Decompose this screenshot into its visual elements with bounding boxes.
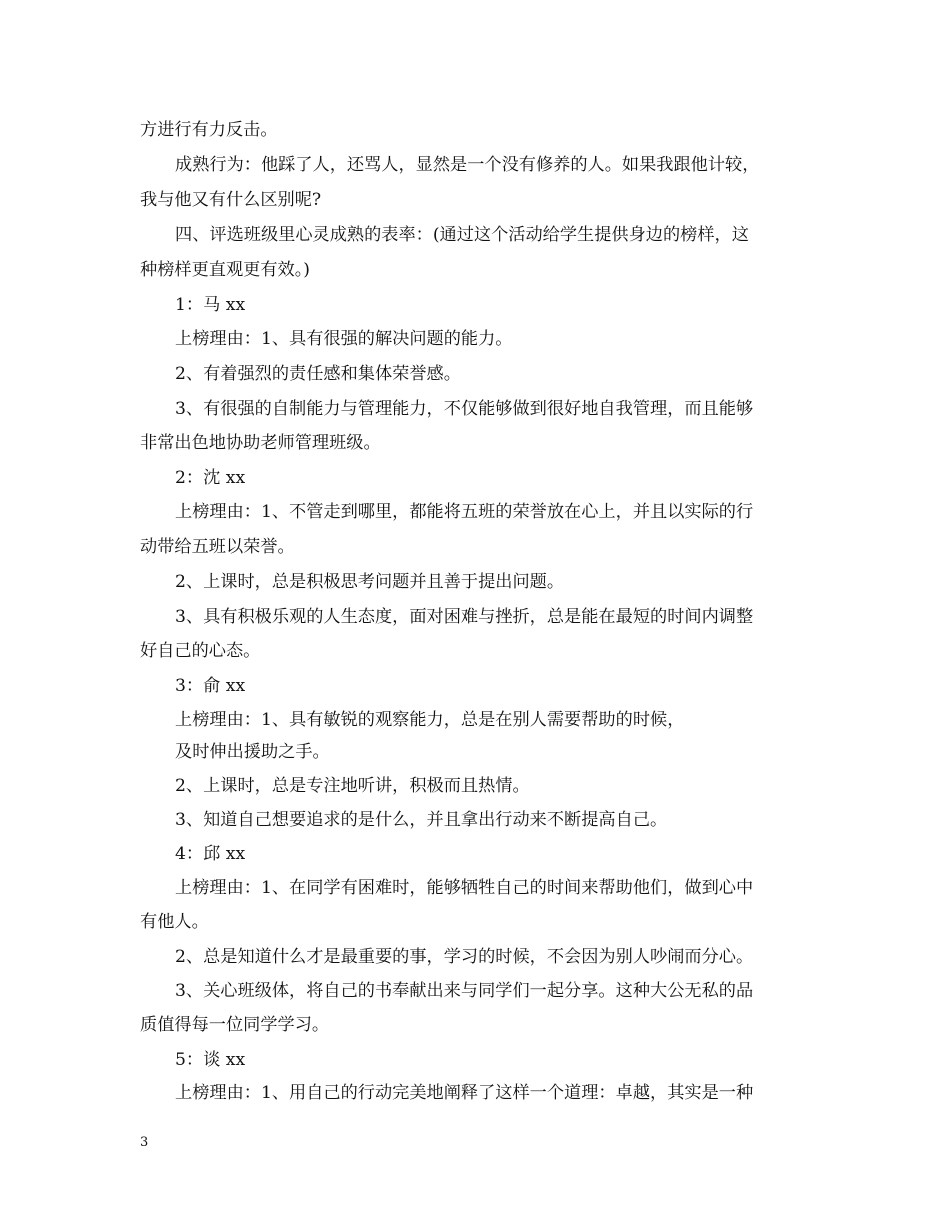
text-line: 方进行有力反击。 xyxy=(140,120,278,140)
text-line: 3、关心班级体，将自己的书奉献出来与同学们一起分享。这种大公无私的品 xyxy=(175,981,754,1001)
text-line: 2、上课时，总是积极思考问题并且善于提出问题。 xyxy=(175,572,565,592)
text-line: 质值得每一位同学学习。 xyxy=(140,1015,330,1035)
text-line: 3、有很强的自制能力与管理能力，不仅能够做到很好地自我管理，而且能够 xyxy=(175,399,754,419)
text-line: 上榜理由：1、不管走到哪里，都能将五班的荣誉放在心上，并且以实际的行 xyxy=(175,502,754,522)
text-line: 及时伸出援助之手。 xyxy=(175,742,330,762)
text-line: 动带给五班以荣誉。 xyxy=(140,537,295,557)
list-heading: 4：邱 xx xyxy=(175,844,246,864)
page-number: 3 xyxy=(140,1135,149,1150)
list-heading: 2：沈 xx xyxy=(175,468,246,488)
list-heading: 5：谈 xx xyxy=(175,1050,246,1070)
list-heading: 3：俞 xx xyxy=(175,676,246,696)
text-line: 上榜理由：1、具有敏锐的观察能力，总是在别人需要帮助的时候， xyxy=(175,710,685,730)
list-heading: 1：马 xx xyxy=(175,295,246,315)
text-line: 上榜理由：1、具有很强的解决问题的能力。 xyxy=(175,329,513,349)
text-line: 上榜理由：1、在同学有困难时，能够牺牲自己的时间来帮助他们，做到心中 xyxy=(175,878,754,898)
text-line: 好自己的心态。 xyxy=(140,641,261,661)
text-line: 3、知道自己想要追求的是什么，并且拿出行动来不断提高自己。 xyxy=(175,810,668,830)
text-line: 2、上课时，总是专注地听讲，积极而且热情。 xyxy=(175,776,530,796)
text-line: 上榜理由：1、用自己的行动完美地阐释了这样一个道理：卓越，其实是一种 xyxy=(175,1083,754,1103)
text-line: 四、评选班级里心灵成熟的表率：(通过这个活动给学生提供身边的榜样，这 xyxy=(175,225,749,245)
text-line: 成熟行为：他踩了人，还骂人，显然是一个没有修养的人。如果我跟他计较， xyxy=(175,155,760,175)
text-line: 非常出色地协助老师管理班级。 xyxy=(140,433,381,453)
text-line: 我与他又有什么区别呢? xyxy=(140,190,322,210)
text-line: 2、有着强烈的责任感和集体荣誉感。 xyxy=(175,364,461,384)
text-line: 种榜样更直观更有效。) xyxy=(140,260,310,280)
text-line: 有他人。 xyxy=(140,912,209,932)
text-line: 2、总是知道什么才是最重要的事，学习的时候，不会因为别人吵闹而分心。 xyxy=(175,947,754,967)
text-line: 3、具有积极乐观的人生态度，面对困难与挫折，总是能在最短的时间内调整 xyxy=(175,607,754,627)
